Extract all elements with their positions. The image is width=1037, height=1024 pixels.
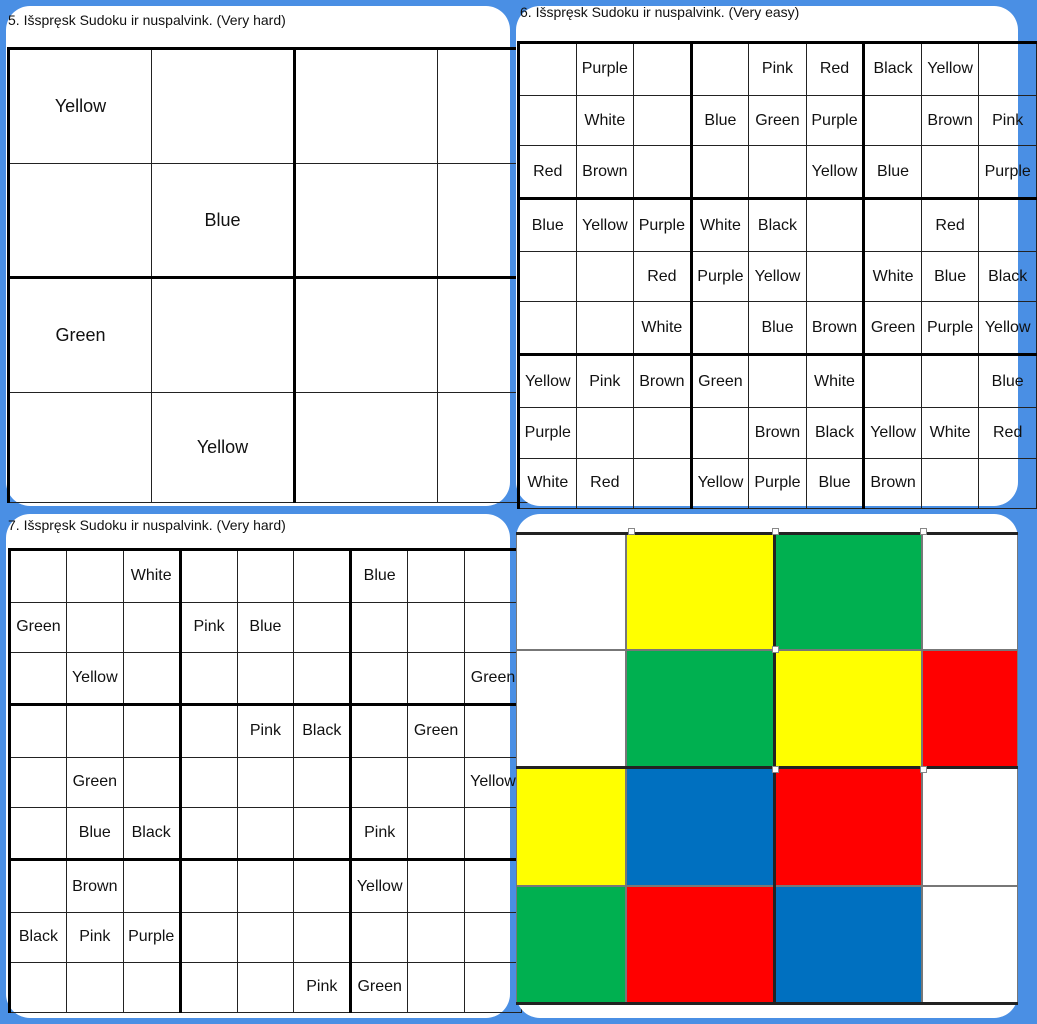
grid-cell [294, 807, 351, 860]
grid-cell: Red [576, 458, 634, 508]
grid-cell [66, 602, 123, 652]
grid-cell [979, 199, 1037, 252]
grid-row [10, 705, 522, 758]
grid-cell [408, 550, 465, 603]
puzzle-tile-2 [516, 4, 1031, 506]
color-cell-red [774, 768, 922, 886]
sudoku-grid-9x9 [8, 548, 522, 1013]
grid-cell: Black [294, 705, 351, 758]
grid-row [519, 252, 1037, 302]
grid-cell: Red [921, 199, 979, 252]
grid-cell: Purple [806, 95, 864, 145]
grid-cell [237, 757, 294, 807]
grid-cell [180, 757, 237, 807]
grid-cell: Green [749, 95, 807, 145]
grid-cell: Green [465, 652, 522, 705]
grid-cell [519, 95, 577, 145]
grid-cell [10, 962, 67, 1012]
grid-cell [408, 860, 465, 913]
grid-cell [634, 408, 692, 458]
grid-cell [465, 550, 522, 603]
resize-handle[interactable] [772, 766, 779, 773]
sudoku-grid-4x4 [7, 47, 581, 503]
grid-cell [691, 43, 749, 96]
grid-cell: Pink [351, 807, 408, 860]
grid-cell: Yellow [749, 252, 807, 302]
grid-cell [465, 807, 522, 860]
grid-cell [123, 705, 180, 758]
grid-row [10, 860, 522, 913]
grid-cell [237, 807, 294, 860]
grid-cell: Pink [749, 43, 807, 96]
grid-cell: Blue [806, 458, 864, 508]
grid-cell [519, 43, 577, 96]
grid-cell: Yellow [864, 408, 922, 458]
grid-cell [123, 860, 180, 913]
grid-cell [152, 49, 295, 164]
grid-cell [9, 163, 152, 278]
grid-cell [294, 912, 351, 962]
puzzle-tile-3 [6, 514, 516, 1018]
grid-cell [465, 705, 522, 758]
grid-cell: White [921, 408, 979, 458]
grid-row [10, 652, 522, 705]
grid-cell [576, 252, 634, 302]
grid-cell [465, 602, 522, 652]
color-cell-white [922, 886, 1018, 1004]
grid-cell: Yellow [691, 458, 749, 508]
color-cell-blue [626, 768, 774, 886]
grid-cell: Purple [921, 302, 979, 355]
grid-cell [634, 458, 692, 508]
grid-cell [295, 278, 438, 393]
color-cell-yellow [626, 534, 774, 650]
grid-cell [295, 163, 438, 278]
grid-divider [516, 1002, 1018, 1005]
puzzle-title: 6. Išspręsk Sudoku ir nuspalvink. (Very easy) [520, 4, 800, 20]
grid-cell [351, 602, 408, 652]
grid-row [9, 163, 581, 278]
grid-cell [180, 912, 237, 962]
grid-row [519, 95, 1037, 145]
grid-cell: Yellow [152, 393, 295, 503]
grid-cell [351, 912, 408, 962]
grid-cell: White [634, 302, 692, 355]
grid-cell [123, 602, 180, 652]
grid-cell: Purple [634, 199, 692, 252]
grid-cell: Blue [749, 302, 807, 355]
color-cell-yellow [774, 650, 922, 768]
grid-cell [237, 912, 294, 962]
grid-cell [921, 458, 979, 508]
grid-cell: Black [864, 43, 922, 96]
grid-cell: Yellow [806, 146, 864, 199]
grid-cell [691, 146, 749, 199]
color-solution-tile [516, 514, 1018, 1018]
grid-cell [408, 602, 465, 652]
grid-cell: Black [979, 252, 1037, 302]
grid-cell: Brown [921, 95, 979, 145]
grid-cell [123, 962, 180, 1012]
grid-cell: Brown [576, 146, 634, 199]
grid-row [10, 962, 522, 1012]
grid-cell: Green [9, 278, 152, 393]
grid-row [10, 807, 522, 860]
grid-cell: Red [634, 252, 692, 302]
grid-cell [294, 550, 351, 603]
puzzle-title: 5. Išspręsk Sudoku ir nuspalvink. (Very hard) [8, 12, 286, 28]
grid-cell: Yellow [351, 860, 408, 913]
grid-row [9, 49, 581, 164]
grid-cell [691, 408, 749, 458]
grid-cell: Pink [66, 912, 123, 962]
grid-cell [9, 393, 152, 503]
color-cell-green [626, 650, 774, 768]
grid-cell: Brown [806, 302, 864, 355]
grid-cell: Blue [237, 602, 294, 652]
grid-cell [10, 705, 67, 758]
grid-cell: Black [123, 807, 180, 860]
grid-cell [634, 95, 692, 145]
grid-cell [180, 860, 237, 913]
grid-cell [465, 962, 522, 1012]
grid-cell: Brown [864, 458, 922, 508]
grid-cell [294, 860, 351, 913]
color-cell-yellow [516, 768, 626, 886]
grid-cell: Black [749, 199, 807, 252]
grid-cell [10, 652, 67, 705]
grid-cell [408, 807, 465, 860]
grid-cell: Green [691, 355, 749, 408]
grid-row [10, 757, 522, 807]
grid-row [10, 912, 522, 962]
grid-cell [465, 860, 522, 913]
grid-cell [66, 705, 123, 758]
grid-cell [10, 860, 67, 913]
color-cell-white [516, 534, 626, 650]
color-cell-red [626, 886, 774, 1004]
color-cell-white [922, 534, 1018, 650]
grid-cell: Blue [351, 550, 408, 603]
grid-cell: White [123, 550, 180, 603]
grid-cell [66, 962, 123, 1012]
grid-cell [408, 962, 465, 1012]
grid-cell [180, 705, 237, 758]
grid-cell [576, 302, 634, 355]
grid-cell: White [519, 458, 577, 508]
grid-cell: Pink [237, 705, 294, 758]
grid-cell [351, 705, 408, 758]
grid-cell [806, 252, 864, 302]
grid-cell: Yellow [66, 652, 123, 705]
grid-cell: Yellow [465, 757, 522, 807]
grid-cell [123, 652, 180, 705]
grid-cell [979, 458, 1037, 508]
grid-cell: Purple [123, 912, 180, 962]
sudoku-grid-9x9 [517, 41, 1037, 509]
color-cell-white [922, 768, 1018, 886]
grid-row [9, 393, 581, 503]
grid-cell [351, 757, 408, 807]
color-cell-green [774, 534, 922, 650]
grid-cell [180, 962, 237, 1012]
grid-cell [519, 252, 577, 302]
grid-cell: Purple [749, 458, 807, 508]
resize-handle[interactable] [628, 528, 635, 535]
grid-cell [351, 652, 408, 705]
grid-cell: Yellow [519, 355, 577, 408]
grid-cell: Red [806, 43, 864, 96]
grid-cell [295, 49, 438, 164]
grid-cell: Blue [66, 807, 123, 860]
grid-row [10, 602, 522, 652]
grid-cell [921, 355, 979, 408]
grid-cell [576, 408, 634, 458]
grid-cell [921, 146, 979, 199]
grid-cell [979, 43, 1037, 96]
grid-cell [634, 43, 692, 96]
grid-cell: Yellow [921, 43, 979, 96]
grid-cell [806, 199, 864, 252]
grid-cell: White [864, 252, 922, 302]
grid-cell [66, 550, 123, 603]
grid-cell: Purple [979, 146, 1037, 199]
grid-cell [180, 550, 237, 603]
grid-cell [408, 652, 465, 705]
grid-cell [295, 393, 438, 503]
puzzle-tile-1 [6, 6, 510, 506]
grid-cell [634, 146, 692, 199]
grid-cell [237, 860, 294, 913]
grid-cell: Yellow [979, 302, 1037, 355]
grid-row [519, 146, 1037, 199]
grid-cell [749, 355, 807, 408]
grid-cell: Blue [519, 199, 577, 252]
grid-cell [237, 962, 294, 1012]
grid-divider [516, 532, 1018, 535]
grid-cell [152, 278, 295, 393]
grid-cell [691, 302, 749, 355]
grid-cell: Red [519, 146, 577, 199]
grid-cell [237, 652, 294, 705]
grid-cell: Pink [576, 355, 634, 408]
grid-cell [10, 550, 67, 603]
grid-cell [10, 807, 67, 860]
grid-divider [516, 766, 1018, 769]
grid-row [9, 278, 581, 393]
grid-row [519, 302, 1037, 355]
grid-row [519, 355, 1037, 408]
grid-cell: Pink [180, 602, 237, 652]
color-cell-red [922, 650, 1018, 768]
grid-cell [465, 912, 522, 962]
grid-row [10, 550, 522, 603]
grid-cell [294, 757, 351, 807]
grid-cell: Brown [749, 408, 807, 458]
grid-cell: Blue [864, 146, 922, 199]
grid-cell: Blue [979, 355, 1037, 408]
grid-cell: Yellow [9, 49, 152, 164]
grid-cell [180, 807, 237, 860]
grid-cell: Brown [66, 860, 123, 913]
grid-cell [294, 602, 351, 652]
color-solution-grid [516, 534, 1018, 1006]
grid-row [519, 408, 1037, 458]
grid-cell [180, 652, 237, 705]
grid-row [519, 43, 1037, 96]
grid-cell [408, 912, 465, 962]
grid-row [519, 199, 1037, 252]
grid-cell: White [691, 199, 749, 252]
grid-cell [864, 199, 922, 252]
grid-cell: Purple [691, 252, 749, 302]
grid-cell: White [806, 355, 864, 408]
grid-cell: Purple [576, 43, 634, 96]
grid-cell [294, 652, 351, 705]
grid-cell [519, 302, 577, 355]
grid-cell: Black [806, 408, 864, 458]
color-cell-white [516, 650, 626, 768]
puzzle-title: 7. Išspręsk Sudoku ir nuspalvink. (Very hard) [8, 517, 286, 533]
grid-cell: White [576, 95, 634, 145]
grid-cell: Purple [519, 408, 577, 458]
resize-handle[interactable] [772, 528, 779, 535]
grid-cell: Pink [294, 962, 351, 1012]
grid-cell: Brown [634, 355, 692, 408]
grid-cell [237, 550, 294, 603]
color-cell-blue [774, 886, 922, 1004]
resize-handle[interactable] [920, 528, 927, 535]
grid-cell: Yellow [576, 199, 634, 252]
grid-row [519, 458, 1037, 508]
grid-cell [408, 757, 465, 807]
resize-handle[interactable] [772, 646, 779, 653]
color-cell-green [516, 886, 626, 1004]
grid-cell [749, 146, 807, 199]
grid-cell: Pink [979, 95, 1037, 145]
grid-cell: Blue [921, 252, 979, 302]
grid-cell: Green [66, 757, 123, 807]
grid-cell: Blue [691, 95, 749, 145]
grid-cell [864, 95, 922, 145]
grid-cell [123, 757, 180, 807]
grid-cell [864, 355, 922, 408]
grid-cell: Green [408, 705, 465, 758]
grid-cell [10, 757, 67, 807]
grid-cell: Green [10, 602, 67, 652]
grid-cell: Green [351, 962, 408, 1012]
grid-cell: Red [979, 408, 1037, 458]
grid-cell: Black [10, 912, 67, 962]
resize-handle[interactable] [920, 766, 927, 773]
grid-cell: Green [864, 302, 922, 355]
grid-cell: Blue [152, 163, 295, 278]
